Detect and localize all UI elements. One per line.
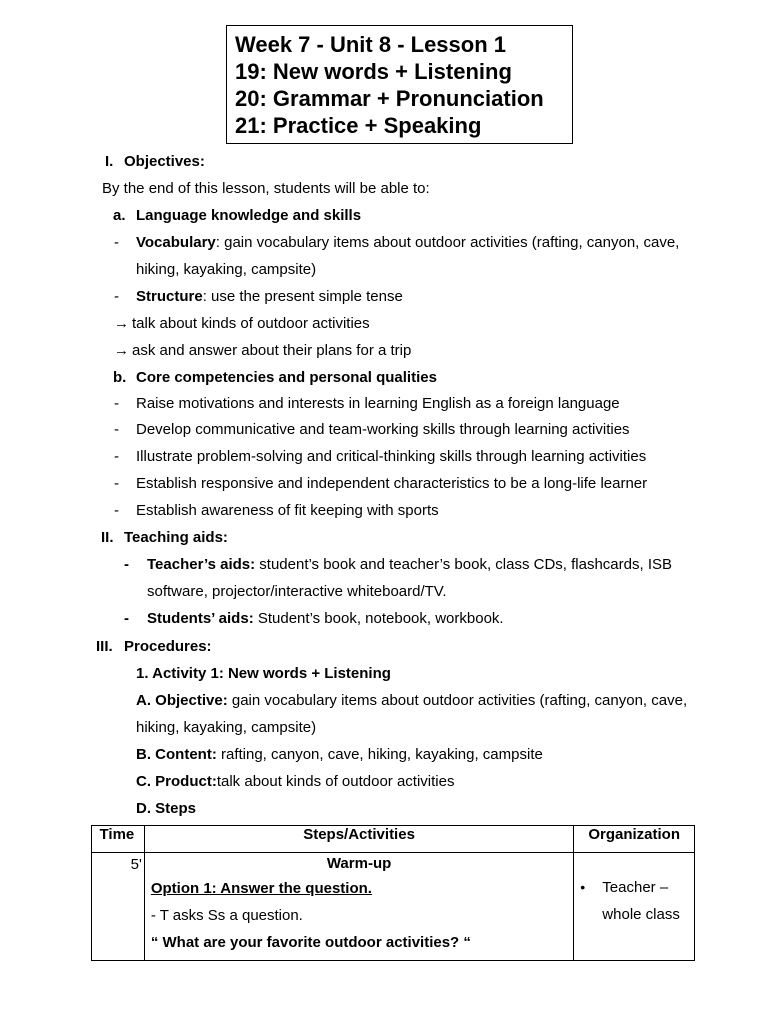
warm-up-title: Warm-up bbox=[326, 855, 392, 872]
structure-text: : use the present simple tense bbox=[202, 288, 403, 305]
table-header-time: Time bbox=[92, 826, 145, 853]
product-line bbox=[136, 772, 454, 792]
teacher-aids-text-cont: software, projector/interactive whiteboard/TV. bbox=[147, 583, 447, 600]
dash-marker: - bbox=[114, 395, 119, 412]
dash-marker: - bbox=[114, 288, 119, 305]
dash-marker: - bbox=[124, 556, 129, 573]
objective-text: gain vocabulary items about outdoor activities (rafting, canyon, cave, bbox=[227, 692, 688, 709]
arrow-item: ask and answer about their plans for a trip bbox=[132, 342, 412, 359]
vocabulary-line bbox=[136, 233, 679, 253]
procedures-heading: Procedures: bbox=[124, 638, 212, 655]
steps-table bbox=[91, 825, 695, 961]
organization-cell bbox=[574, 853, 695, 961]
content-label: B. Content: bbox=[136, 746, 217, 763]
section-numeral: I. bbox=[105, 153, 114, 170]
table-header-organization: Organization bbox=[574, 826, 695, 853]
arrow-item: talk about kinds of outdoor activities bbox=[132, 315, 370, 332]
lesson-title-box bbox=[226, 25, 573, 144]
dash-marker: - bbox=[114, 475, 119, 492]
option-title: Option 1: Answer the question. bbox=[150, 880, 372, 897]
core-item: Develop communicative and team-working skills through learning activities bbox=[136, 421, 630, 438]
dash-marker: - bbox=[114, 502, 119, 519]
time-cell bbox=[92, 853, 145, 961]
time-value: 5' bbox=[130, 856, 142, 873]
organization-item bbox=[574, 853, 694, 928]
objective-label: A. Objective: bbox=[136, 692, 228, 709]
organization-text bbox=[602, 874, 680, 928]
list-marker: a. bbox=[113, 207, 126, 224]
product-label: C. Product: bbox=[136, 773, 217, 790]
section-numeral: III. bbox=[96, 638, 113, 655]
table-header-steps: Steps/Activities bbox=[144, 826, 573, 853]
core-item: Establish responsive and independent characteristics to be a long-life learner bbox=[136, 475, 648, 492]
dash-marker: - bbox=[114, 448, 119, 465]
content-line bbox=[136, 745, 543, 765]
core-item: Illustrate problem-solving and critical-thinking skills through learning activities bbox=[136, 448, 647, 465]
teacher-aids-line bbox=[147, 555, 672, 575]
lesson-title-line: 21: Practice + Speaking bbox=[235, 113, 482, 138]
table-row bbox=[92, 853, 695, 961]
objectives-intro: By the end of this lesson, students will be able to: bbox=[102, 180, 430, 197]
structure-line bbox=[136, 287, 403, 307]
lesson-title-line: Week 7 - Unit 8 - Lesson 1 bbox=[235, 32, 507, 57]
arrow-icon: → bbox=[114, 315, 129, 332]
teacher-aids-label: Teacher’s aids: bbox=[147, 556, 256, 573]
bullet-icon: • bbox=[580, 879, 586, 895]
content-text: rafting, canyon, cave, hiking, kayaking, campsite bbox=[216, 746, 543, 763]
dash-marker: - bbox=[114, 234, 119, 251]
section-numeral: II. bbox=[101, 529, 114, 546]
teacher-aids-text: student’s book and teacher’s book, class CDs, flashcards, ISB bbox=[255, 556, 672, 573]
core-item: Establish awareness of fit keeping with sports bbox=[136, 502, 439, 519]
objective-text-cont: hiking, kayaking, campsite) bbox=[136, 719, 317, 736]
core-item: Raise motivations and interests in learning English as a foreign language bbox=[136, 395, 620, 412]
list-marker: b. bbox=[113, 369, 127, 386]
product-text: talk about kinds of outdoor activities bbox=[216, 773, 455, 790]
dash-marker: - bbox=[124, 610, 129, 627]
student-aids-text: Student’s book, notebook, workbook. bbox=[253, 610, 504, 627]
organization-line: Teacher – bbox=[602, 879, 669, 896]
dash-marker: - bbox=[114, 421, 119, 438]
lesson-title-line: 20: Grammar + Pronunciation bbox=[235, 86, 544, 111]
objective-line bbox=[136, 691, 687, 711]
language-knowledge-heading: Language knowledge and skills bbox=[136, 207, 362, 224]
teaching-aids-heading: Teaching aids: bbox=[124, 529, 228, 546]
vocabulary-text: : gain vocabulary items about outdoor activities (rafting, canyon, cave, bbox=[215, 234, 680, 251]
table-header-row bbox=[92, 826, 695, 853]
steps-label: D. Steps bbox=[136, 800, 197, 817]
steps-cell bbox=[144, 853, 573, 961]
core-competencies-heading: Core competencies and personal qualities bbox=[136, 369, 437, 386]
student-aids-label: Students’ aids: bbox=[147, 610, 254, 627]
activity-title: 1. Activity 1: New words + Listening bbox=[136, 665, 391, 682]
objectives-heading: Objectives: bbox=[124, 153, 205, 170]
step-text: - T asks Ss a question. bbox=[150, 907, 303, 924]
vocabulary-text-cont: hiking, kayaking, campsite) bbox=[136, 261, 317, 278]
arrow-icon: → bbox=[114, 342, 129, 359]
structure-label: Structure bbox=[136, 288, 203, 305]
question-text: “ What are your favorite outdoor activities? “ bbox=[150, 934, 471, 951]
vocabulary-label: Vocabulary bbox=[136, 234, 216, 251]
lesson-title-line: 19: New words + Listening bbox=[235, 59, 512, 84]
organization-line: whole class bbox=[602, 906, 680, 923]
student-aids-line bbox=[147, 609, 504, 629]
